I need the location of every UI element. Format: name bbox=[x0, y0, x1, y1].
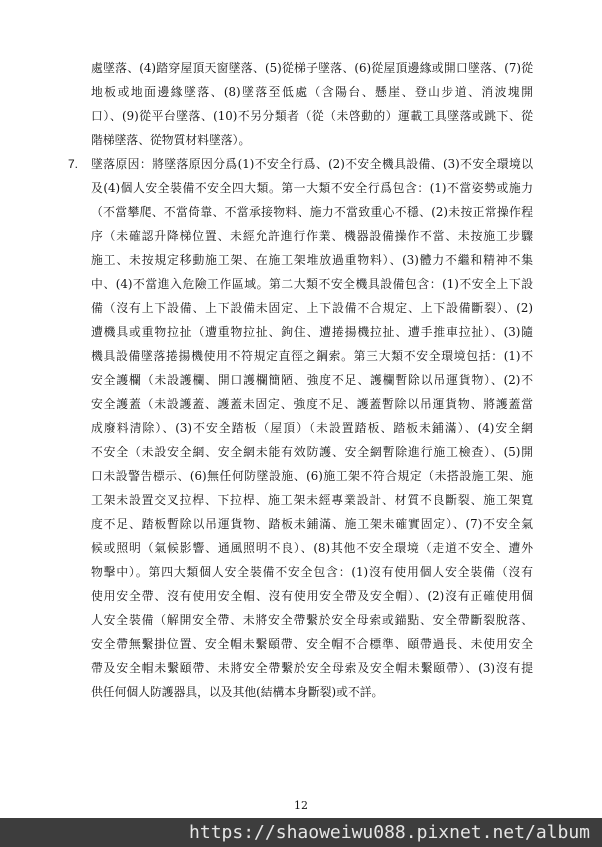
page-number: 12 bbox=[294, 799, 308, 812]
text-line: 安全護欄（未設護欄、開口護欄簡陋、強度不足、護欄暫除以吊運貨物）、(2)不 bbox=[91, 373, 533, 387]
text-line: 人安全裝備（解開安全帶、未將安全帶繫於安全母索或錨點、安全帶斷裂脫落、 bbox=[91, 613, 533, 627]
watermark-bar bbox=[0, 818, 602, 847]
text-line: 帶及安全帽未繫頤帶、未將安全帶繫於安全母索及安全帽未繫頤帶）、(3)沒有提 bbox=[91, 661, 533, 675]
text-line: 機具設備墜落捲揚機使用不符規定直徑之鋼索。第三大類不安全環境包括：(1)不 bbox=[91, 349, 533, 363]
text-line: 口未設警告標示、(6)無任何防墜設施、(6)施工架不符合規定（未搭設施工架、施 bbox=[91, 469, 533, 483]
intro-paragraph bbox=[91, 56, 533, 152]
text-line: 及(4)個人安全裝備不安全四大類。第一大類不安全行爲包含：(1)不當姿勢或施力 bbox=[91, 181, 533, 195]
watermark-url: https://shaoweiwu088.pixnet.net/album bbox=[189, 822, 590, 843]
text-line: 供任何個人防護器具，以及其他(結構本身斷裂)或不詳。 bbox=[91, 685, 384, 699]
text-line: 遭機具或重物拉扯（遭重物拉扯、鉤住、遭捲揚機拉扯、遭手推車拉扯）、(3)隨 bbox=[91, 325, 533, 339]
text-line: 安全護蓋（未設護蓋、護蓋未固定、強度不足、護蓋暫除以吊運貨物、將護蓋當 bbox=[91, 397, 533, 411]
text-line: 備（沒有上下設備、上下設備未固定、上下設備不合規定、上下設備斷裂）、(2) bbox=[91, 301, 533, 315]
text-line: 安全帶無繫掛位置、安全帽未繫頤帶、安全帽不合標準、頤帶過長、未使用安全 bbox=[91, 637, 533, 651]
text-line: 處墜落、(4)踏穿屋頂天窗墜落、(5)從梯子墜落、(6)從屋頂邊緣或開口墜落、(7)從 bbox=[91, 61, 533, 75]
text-line: 施工、未按規定移動施工架、在施工架堆放過重物料）、(3)體力不繼和精神不集 bbox=[91, 253, 533, 267]
list-item-number: 7. bbox=[68, 157, 79, 171]
text-line: （不當攀爬、不當倚靠、不當承接物料、施力不當致重心不穩、(2)未按正常操作程 bbox=[91, 205, 533, 219]
text-line: 序（未確認升降梯位置、未經允許進行作業、機器設備操作不當、未按施工步驟 bbox=[91, 229, 533, 243]
text-line: 階梯墜落、從物質材料墜落）。 bbox=[91, 133, 251, 147]
text-line: 口）、(9)從平台墜落、(10)不另分類者（從（未啓動的）運載工具墜落或跳下、從 bbox=[91, 109, 533, 123]
text-line: 使用安全帶、沒有使用安全帽、沒有使用安全帶及安全帽）、(2)沒有正確使用個 bbox=[91, 589, 533, 603]
list-item-paragraph bbox=[91, 152, 533, 704]
text-line: 度不足、踏板暫除以吊運貨物、踏板未鋪滿、施工架未確實固定）、(7)不安全氣 bbox=[91, 517, 533, 531]
text-line: 成廢料清除）、(3)不安全踏板（屋頂）（未設置踏板、踏板未鋪滿）、(4)安全網 bbox=[91, 421, 533, 435]
text-line: 墜落原因：將墜落原因分爲(1)不安全行爲、(2)不安全機具設備、(3)不安全環境以 bbox=[91, 157, 533, 171]
text-line: 不安全（未設安全網、安全網未能有效防護、安全網暫除進行施工檢查）、(5)開 bbox=[91, 445, 533, 459]
text-line: 候或照明（氣候影響、通風照明不良）、(8)其他不安全環境（走道不安全、遭外 bbox=[91, 541, 533, 555]
text-line: 中、(4)不當進入危險工作區域。第二大類不安全機具設備包含：(1)不安全上下設 bbox=[91, 277, 533, 291]
text-line: 物擊中）。第四大類個人安全裝備不安全包含：(1)沒有使用個人安全裝備（沒有 bbox=[91, 565, 533, 579]
text-line: 地板或地面邊緣墜落、(8)墜落至低處（含陽台、懸崖、登山步道、消波塊開 bbox=[91, 85, 533, 99]
text-line: 工架未設置交叉拉桿、下拉桿、施工架未經專業設計、材質不良斷裂、施工架寬 bbox=[91, 493, 533, 507]
